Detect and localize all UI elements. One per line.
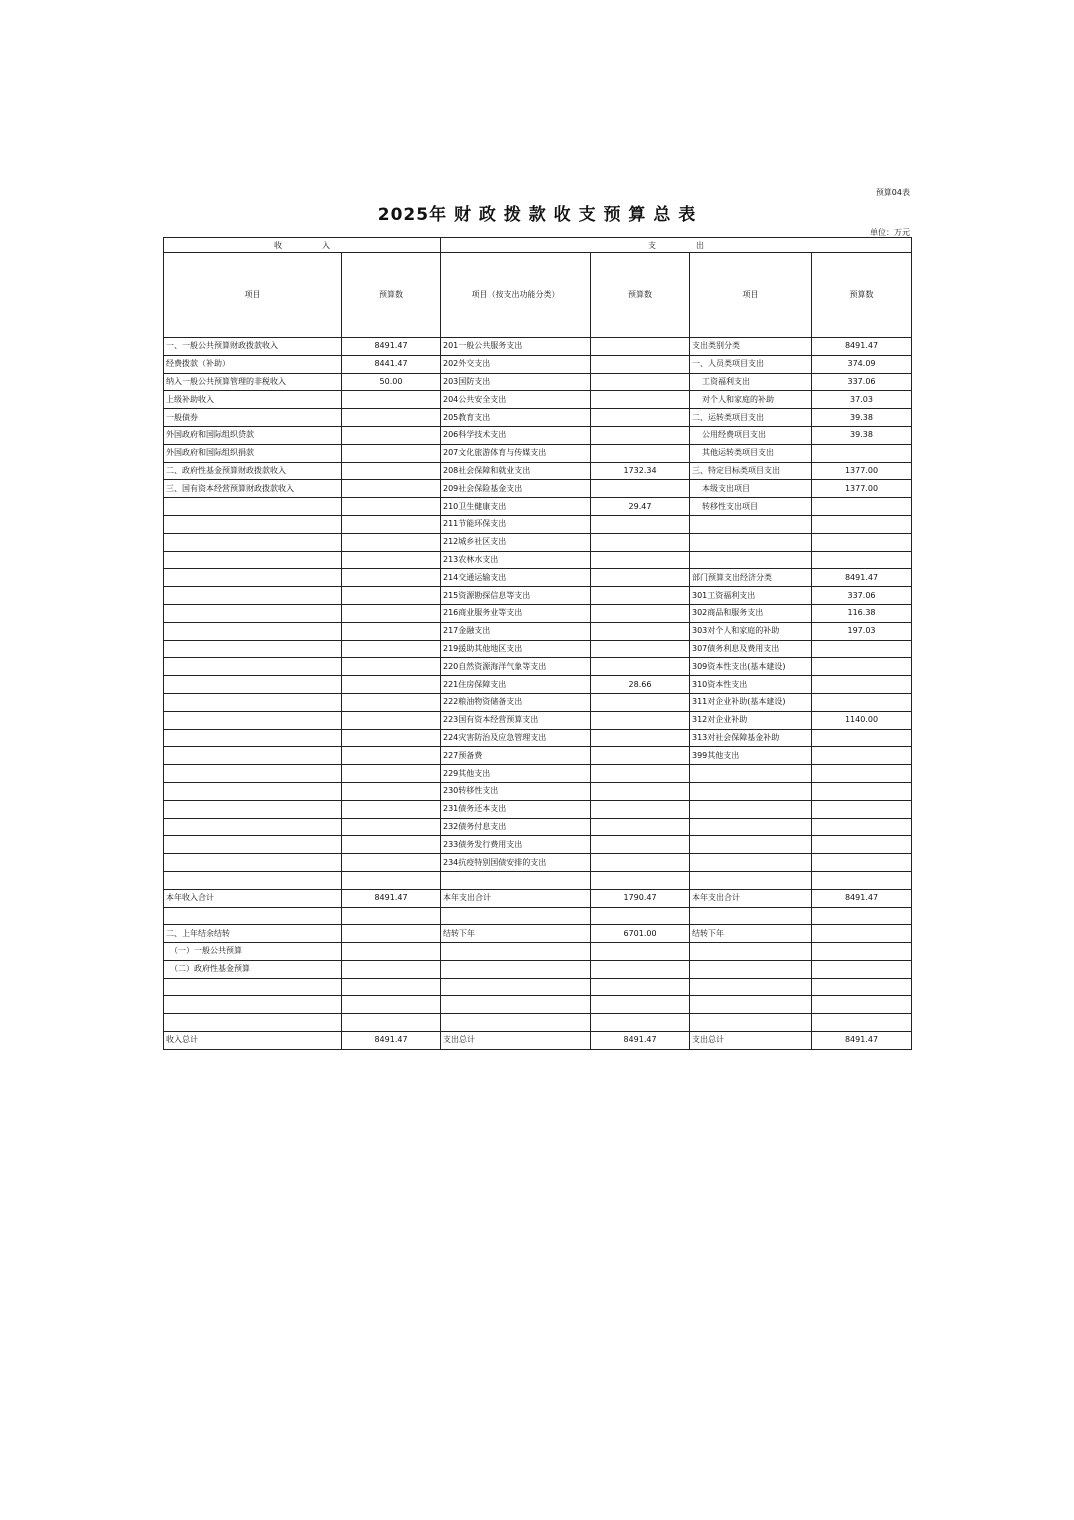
cell-function-item: 232债务付息支出 — [441, 818, 591, 836]
cell-category-amount — [812, 925, 912, 943]
cell-function-item: 结转下年 — [441, 925, 591, 943]
cell-category-item — [690, 1014, 812, 1032]
cell-income-amount — [342, 426, 441, 444]
cell-category-amount — [812, 551, 912, 569]
cell-category-amount — [812, 871, 912, 889]
cell-function-item: 205教育支出 — [441, 409, 591, 427]
cell-category-amount — [812, 836, 912, 854]
cell-function-amount — [591, 978, 690, 996]
cell-category-item: 结转下年 — [690, 925, 812, 943]
cell-income-amount — [342, 498, 441, 516]
cell-function-amount — [591, 622, 690, 640]
cell-category-amount — [812, 978, 912, 996]
cell-category-amount — [812, 996, 912, 1014]
cell-function-amount — [591, 551, 690, 569]
table-row — [164, 551, 912, 569]
cell-category-amount — [812, 782, 912, 800]
table-row — [164, 747, 912, 765]
table-row — [164, 889, 912, 907]
cell-category-amount: 8491.47 — [812, 569, 912, 587]
cell-income-amount — [342, 782, 441, 800]
cell-income-amount — [342, 943, 441, 961]
table-row — [164, 765, 912, 783]
cell-income-amount — [342, 676, 441, 694]
cell-category-item — [690, 818, 812, 836]
cell-category-item — [690, 960, 812, 978]
cell-category-item: 支出总计 — [690, 1032, 812, 1050]
table-row — [164, 676, 912, 694]
cell-income-item: 二、政府性基金预算财政拨款收入 — [164, 462, 342, 480]
cell-category-item — [690, 765, 812, 783]
cell-category-item: 转移性支出项目 — [690, 498, 812, 516]
col-header-income-item: 项目 — [164, 253, 342, 338]
cell-function-item: 219援助其他地区支出 — [441, 640, 591, 658]
cell-category-amount — [812, 818, 912, 836]
cell-function-item — [441, 960, 591, 978]
cell-income-item — [164, 658, 342, 676]
cell-category-item: 本级支出项目 — [690, 480, 812, 498]
cell-function-amount — [591, 693, 690, 711]
cell-category-item: 二、运转类项目支出 — [690, 409, 812, 427]
table-row — [164, 622, 912, 640]
cell-category-item — [690, 871, 812, 889]
table-row — [164, 943, 912, 961]
cell-income-item — [164, 854, 342, 872]
col-header-function-item: 项目（按支出功能分类） — [441, 253, 591, 338]
cell-category-amount: 8491.47 — [812, 889, 912, 907]
cell-category-amount — [812, 693, 912, 711]
cell-category-amount: 116.38 — [812, 604, 912, 622]
cell-income-amount — [342, 925, 441, 943]
cell-income-amount: 50.00 — [342, 373, 441, 391]
cell-function-item: 231债务还本支出 — [441, 800, 591, 818]
cell-function-item: 230转移性支出 — [441, 782, 591, 800]
cell-income-item — [164, 836, 342, 854]
cell-function-amount: 29.47 — [591, 498, 690, 516]
cell-income-item — [164, 729, 342, 747]
cell-income-item — [164, 765, 342, 783]
table-row — [164, 800, 912, 818]
cell-category-amount: 1377.00 — [812, 480, 912, 498]
cell-function-amount: 8491.47 — [591, 1032, 690, 1050]
table-row — [164, 854, 912, 872]
cell-category-amount: 37.03 — [812, 391, 912, 409]
cell-function-item — [441, 978, 591, 996]
table-row — [164, 1032, 912, 1050]
table-row — [164, 426, 912, 444]
cell-category-amount — [812, 444, 912, 462]
cell-function-item: 227预备费 — [441, 747, 591, 765]
cell-function-amount — [591, 800, 690, 818]
cell-function-item: 204公共安全支出 — [441, 391, 591, 409]
cell-function-item: 215资源勘探信息等支出 — [441, 587, 591, 605]
table-row — [164, 480, 912, 498]
cell-category-item: 301工资福利支出 — [690, 587, 812, 605]
table-row — [164, 409, 912, 427]
table-row — [164, 355, 912, 373]
cell-income-amount — [342, 1014, 441, 1032]
cell-function-item: 201一般公共服务支出 — [441, 338, 591, 356]
cell-function-item: 213农林水支出 — [441, 551, 591, 569]
cell-function-item: 214交通运输支出 — [441, 569, 591, 587]
cell-category-item — [690, 782, 812, 800]
cell-category-amount — [812, 640, 912, 658]
cell-category-item: 公用经费项目支出 — [690, 426, 812, 444]
cell-function-amount — [591, 338, 690, 356]
cell-category-item: 310资本性支出 — [690, 676, 812, 694]
cell-function-amount — [591, 765, 690, 783]
cell-income-item — [164, 711, 342, 729]
cell-function-item: 209社会保险基金支出 — [441, 480, 591, 498]
table-row — [164, 960, 912, 978]
cell-function-item: 221住房保障支出 — [441, 676, 591, 694]
cell-category-amount — [812, 533, 912, 551]
cell-category-amount — [812, 943, 912, 961]
cell-function-amount — [591, 409, 690, 427]
cell-income-item — [164, 533, 342, 551]
cell-category-item: 对个人和家庭的补助 — [690, 391, 812, 409]
cell-income-amount — [342, 640, 441, 658]
cell-income-item — [164, 1014, 342, 1032]
table-row — [164, 907, 912, 925]
cell-category-amount — [812, 658, 912, 676]
cell-income-amount — [342, 622, 441, 640]
cell-category-amount — [812, 1014, 912, 1032]
cell-function-amount — [591, 1014, 690, 1032]
cell-category-item: 399其他支出 — [690, 747, 812, 765]
cell-category-amount: 197.03 — [812, 622, 912, 640]
cell-income-amount — [342, 515, 441, 533]
cell-income-amount — [342, 587, 441, 605]
cell-function-item: 220自然资源海洋气象等支出 — [441, 658, 591, 676]
table-row — [164, 871, 912, 889]
cell-category-item: 311对企业补助(基本建设) — [690, 693, 812, 711]
cell-function-amount — [591, 996, 690, 1014]
cell-function-item — [441, 996, 591, 1014]
cell-income-item — [164, 818, 342, 836]
cell-function-amount — [591, 604, 690, 622]
cell-income-item: 一般债券 — [164, 409, 342, 427]
cell-income-amount — [342, 569, 441, 587]
table-row — [164, 498, 912, 516]
cell-income-item — [164, 747, 342, 765]
cell-function-amount — [591, 907, 690, 925]
cell-category-amount — [812, 747, 912, 765]
cell-category-item — [690, 978, 812, 996]
cell-category-item: 部门预算支出经济分类 — [690, 569, 812, 587]
cell-function-amount: 6701.00 — [591, 925, 690, 943]
cell-income-amount — [342, 693, 441, 711]
cell-function-item: 223国有资本经营预算支出 — [441, 711, 591, 729]
cell-category-item: 312对企业补助 — [690, 711, 812, 729]
cell-category-item — [690, 907, 812, 925]
cell-category-item — [690, 943, 812, 961]
table-row — [164, 925, 912, 943]
cell-category-amount — [812, 765, 912, 783]
cell-category-item: 工资福利支出 — [690, 373, 812, 391]
cell-function-amount — [591, 836, 690, 854]
table-row — [164, 515, 912, 533]
cell-income-item: 纳入一般公共预算管理的非税收入 — [164, 373, 342, 391]
cell-income-item — [164, 587, 342, 605]
cell-function-amount — [591, 782, 690, 800]
budget-table — [163, 237, 912, 1050]
cell-category-item — [690, 533, 812, 551]
page-title: 2025年 财 政 拨 款 收 支 预 算 总 表 — [377, 205, 697, 225]
cell-income-amount: 8491.47 — [342, 889, 441, 907]
cell-function-item: 212城乡社区支出 — [441, 533, 591, 551]
cell-income-amount — [342, 765, 441, 783]
cell-income-item: （二）政府性基金预算 — [164, 960, 342, 978]
cell-function-amount — [591, 480, 690, 498]
table-row — [164, 391, 912, 409]
table-row — [164, 729, 912, 747]
cell-income-amount: 8491.47 — [342, 338, 441, 356]
cell-function-amount — [591, 871, 690, 889]
table-row — [164, 836, 912, 854]
form-code: 预算04表 — [875, 188, 910, 197]
col-header-function-amount: 预算数 — [591, 253, 690, 338]
cell-category-item — [690, 515, 812, 533]
cell-function-item: 229其他支出 — [441, 765, 591, 783]
cell-function-item: 217金融支出 — [441, 622, 591, 640]
cell-function-amount — [591, 533, 690, 551]
cell-function-amount — [591, 373, 690, 391]
table-row — [164, 373, 912, 391]
cell-category-amount: 8491.47 — [812, 1032, 912, 1050]
cell-income-item — [164, 978, 342, 996]
cell-category-amount — [812, 676, 912, 694]
cell-category-amount: 39.38 — [812, 409, 912, 427]
cell-function-amount — [591, 569, 690, 587]
cell-income-amount — [342, 604, 441, 622]
cell-income-amount — [342, 462, 441, 480]
cell-category-amount — [812, 960, 912, 978]
cell-income-amount — [342, 409, 441, 427]
table-row — [164, 444, 912, 462]
cell-function-item — [441, 871, 591, 889]
cell-income-amount — [342, 960, 441, 978]
cell-income-amount — [342, 818, 441, 836]
section-expense: 支 出 — [441, 238, 912, 253]
cell-function-item — [441, 943, 591, 961]
cell-income-item: 二、上年结余结转 — [164, 925, 342, 943]
table-row — [164, 996, 912, 1014]
cell-category-item — [690, 551, 812, 569]
table-row — [164, 1014, 912, 1032]
cell-category-item: 一、人员类项目支出 — [690, 355, 812, 373]
cell-category-amount: 374.09 — [812, 355, 912, 373]
table-row — [164, 462, 912, 480]
cell-category-item — [690, 854, 812, 872]
cell-income-item — [164, 569, 342, 587]
cell-function-item: 210卫生健康支出 — [441, 498, 591, 516]
cell-income-amount — [342, 480, 441, 498]
cell-income-amount — [342, 854, 441, 872]
cell-category-amount: 1140.00 — [812, 711, 912, 729]
cell-function-item: 202外交支出 — [441, 355, 591, 373]
cell-category-amount — [812, 498, 912, 516]
cell-category-amount — [812, 854, 912, 872]
cell-income-amount — [342, 996, 441, 1014]
cell-income-item — [164, 622, 342, 640]
cell-income-amount — [342, 747, 441, 765]
cell-function-amount — [591, 391, 690, 409]
cell-function-amount — [591, 444, 690, 462]
cell-function-item — [441, 907, 591, 925]
cell-function-amount: 28.66 — [591, 676, 690, 694]
cell-category-amount — [812, 515, 912, 533]
table-row — [164, 569, 912, 587]
section-income: 收 入 — [164, 238, 441, 253]
cell-function-amount — [591, 515, 690, 533]
cell-income-item — [164, 693, 342, 711]
cell-category-amount: 337.06 — [812, 587, 912, 605]
cell-function-item: 支出总计 — [441, 1032, 591, 1050]
table-row — [164, 693, 912, 711]
cell-income-item — [164, 782, 342, 800]
cell-category-amount — [812, 729, 912, 747]
table-row — [164, 604, 912, 622]
cell-function-amount — [591, 729, 690, 747]
cell-function-amount — [591, 658, 690, 676]
cell-function-item: 234抗疫特别国债安排的支出 — [441, 854, 591, 872]
table-row — [164, 640, 912, 658]
cell-income-item — [164, 676, 342, 694]
cell-income-item — [164, 996, 342, 1014]
cell-function-amount — [591, 960, 690, 978]
cell-category-item: 309资本性支出(基本建设) — [690, 658, 812, 676]
col-header-income-amount: 预算数 — [342, 253, 441, 338]
cell-income-item — [164, 604, 342, 622]
cell-function-amount — [591, 818, 690, 836]
cell-category-amount: 1377.00 — [812, 462, 912, 480]
cell-category-amount: 39.38 — [812, 426, 912, 444]
cell-category-item — [690, 836, 812, 854]
cell-income-amount — [342, 658, 441, 676]
unit-label: 单位：万元 — [870, 228, 910, 237]
cell-function-item: 224灾害防治及应急管理支出 — [441, 729, 591, 747]
cell-income-item: 收入总计 — [164, 1032, 342, 1050]
cell-income-item: 本年收入合计 — [164, 889, 342, 907]
cell-income-amount — [342, 978, 441, 996]
cell-income-item: 经费拨款（补助） — [164, 355, 342, 373]
cell-category-amount — [812, 800, 912, 818]
table-row — [164, 338, 912, 356]
cell-function-item: 206科学技术支出 — [441, 426, 591, 444]
table-row — [164, 711, 912, 729]
cell-income-item — [164, 640, 342, 658]
cell-category-item: 303对个人和家庭的补助 — [690, 622, 812, 640]
cell-function-item: 216商业服务业等支出 — [441, 604, 591, 622]
cell-function-item: 211节能环保支出 — [441, 515, 591, 533]
col-header-category-item: 项目 — [690, 253, 812, 338]
cell-function-item: 208社会保障和就业支出 — [441, 462, 591, 480]
cell-category-item: 302商品和服务支出 — [690, 604, 812, 622]
cell-function-amount — [591, 747, 690, 765]
cell-category-item: 三、特定目标类项目支出 — [690, 462, 812, 480]
cell-income-amount — [342, 836, 441, 854]
cell-income-item: 一、一般公共预算财政拨款收入 — [164, 338, 342, 356]
cell-category-amount: 8491.47 — [812, 338, 912, 356]
cell-function-item: 203国防支出 — [441, 373, 591, 391]
cell-income-item — [164, 551, 342, 569]
table-row — [164, 587, 912, 605]
cell-function-item — [441, 1014, 591, 1032]
cell-category-item: 其他运转类项目支出 — [690, 444, 812, 462]
cell-income-item: 外国政府和国际组织贷款 — [164, 426, 342, 444]
cell-income-amount — [342, 444, 441, 462]
cell-income-amount — [342, 729, 441, 747]
table-row — [164, 782, 912, 800]
section-header-row — [164, 238, 912, 253]
cell-category-item: 本年支出合计 — [690, 889, 812, 907]
cell-income-amount — [342, 907, 441, 925]
cell-function-item: 本年支出合计 — [441, 889, 591, 907]
cell-income-item — [164, 907, 342, 925]
cell-category-amount — [812, 907, 912, 925]
cell-function-amount — [591, 426, 690, 444]
cell-income-item: 三、国有资本经营预算财政拨款收入 — [164, 480, 342, 498]
cell-income-item — [164, 871, 342, 889]
cell-function-amount — [591, 711, 690, 729]
cell-income-amount — [342, 800, 441, 818]
cell-income-item: 外国政府和国际组织捐款 — [164, 444, 342, 462]
cell-income-amount — [342, 871, 441, 889]
cell-income-amount — [342, 551, 441, 569]
table-row — [164, 818, 912, 836]
cell-income-item — [164, 498, 342, 516]
budget-table-body — [164, 238, 912, 1050]
cell-function-amount: 1790.47 — [591, 889, 690, 907]
column-header-row — [164, 253, 912, 338]
cell-income-amount — [342, 711, 441, 729]
cell-function-item: 207文化旅游体育与传媒支出 — [441, 444, 591, 462]
cell-category-item — [690, 996, 812, 1014]
cell-category-amount: 337.06 — [812, 373, 912, 391]
cell-category-item: 支出类别分类 — [690, 338, 812, 356]
cell-category-item: 313对社会保障基金补助 — [690, 729, 812, 747]
cell-income-amount — [342, 533, 441, 551]
table-row — [164, 658, 912, 676]
cell-income-amount — [342, 391, 441, 409]
table-row — [164, 978, 912, 996]
cell-function-amount — [591, 943, 690, 961]
cell-income-amount: 8491.47 — [342, 1032, 441, 1050]
cell-income-item — [164, 800, 342, 818]
cell-function-amount — [591, 854, 690, 872]
cell-function-item: 222粮油物资储备支出 — [441, 693, 591, 711]
cell-category-item — [690, 800, 812, 818]
table-row — [164, 533, 912, 551]
cell-income-item: 上级补助收入 — [164, 391, 342, 409]
cell-income-item: （一）一般公共预算 — [164, 943, 342, 961]
cell-category-item: 307债务利息及费用支出 — [690, 640, 812, 658]
cell-income-item — [164, 515, 342, 533]
cell-income-amount: 8441.47 — [342, 355, 441, 373]
cell-function-amount — [591, 355, 690, 373]
col-header-category-amount: 预算数 — [812, 253, 912, 338]
cell-function-amount — [591, 587, 690, 605]
cell-function-amount: 1732.34 — [591, 462, 690, 480]
cell-function-item: 233债务发行费用支出 — [441, 836, 591, 854]
cell-function-amount — [591, 640, 690, 658]
